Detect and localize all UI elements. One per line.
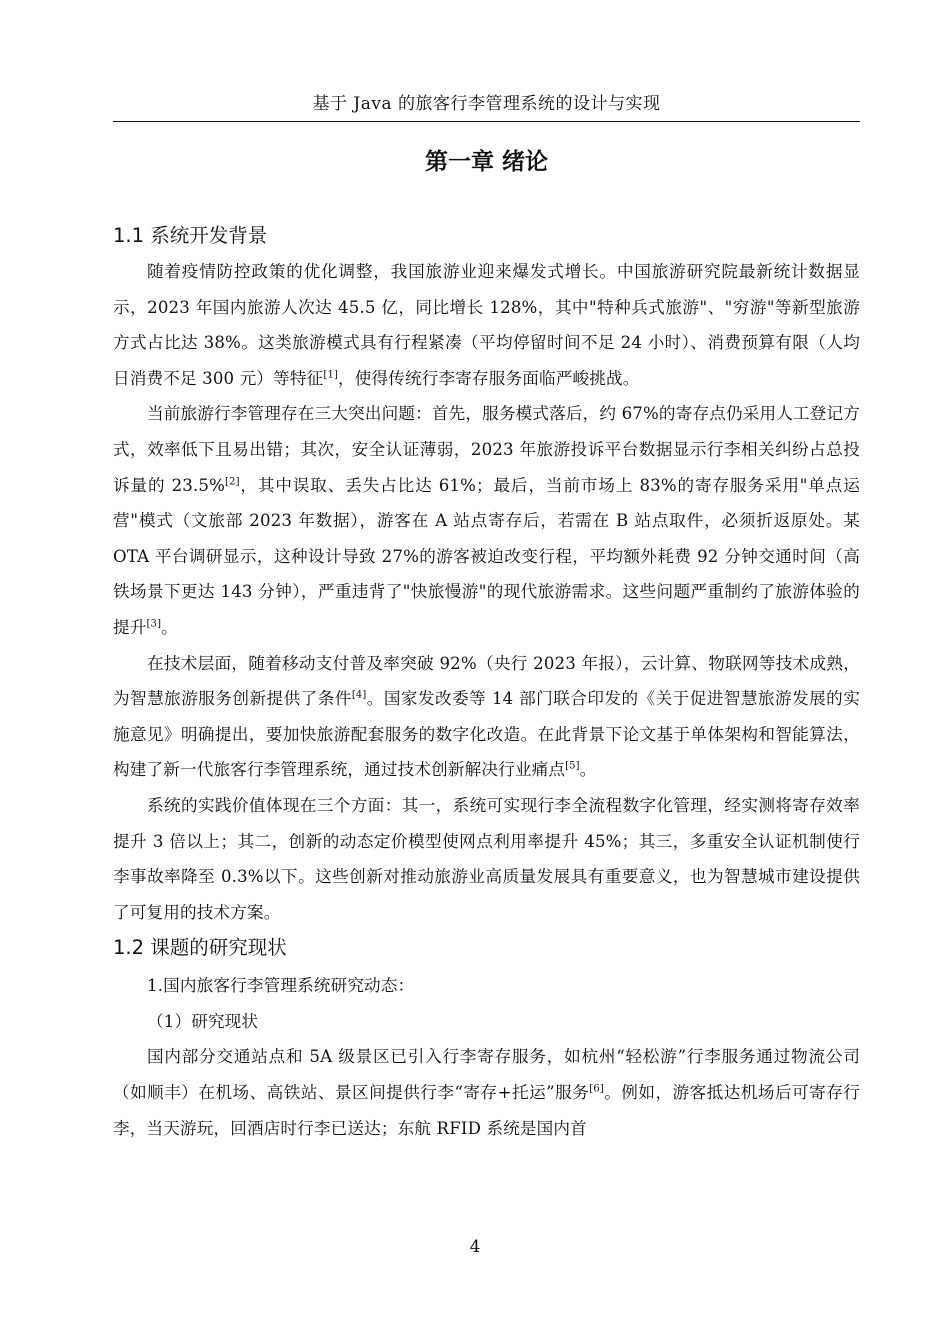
citation-ref: [1] <box>323 369 339 381</box>
section-heading-1-2: 1.2 课题的研究现状 <box>113 936 287 960</box>
paragraph: 当前旅游行李管理存在三大突出问题：首先，服务模式落后，约 67%的寄存点仍采用人工登记方式，效率低下且易出错；其次，安全认证薄弱，2023 年旅游投诉平台数据显示行李相关纠纷占总投诉量的 23.5%[2]，其中误取、丢失占比达 61%；最后，当前市场上 83%的寄存服务采用"单点运营"模式（文旅部 2023 年数据），游客在 A 站点寄存后，若需在 B 站点取件，必须折返原处。某 OTA 平台调研显示，这种设计导致 27%的游客被迫改变行程，平均额外耗费 92 分钟交通时间（高铁场景下更达 143 分钟），严重违背了"快旅慢游"的现代旅游需求。这些问题严重制约了旅游体验的提升[3]。 <box>113 404 860 637</box>
paragraph: （1）研究现状 <box>147 1011 259 1031</box>
body-text <box>113 220 860 1146</box>
paragraph: 1.国内旅客行李管理系统研究动态： <box>147 976 415 996</box>
citation-ref: [6] <box>589 1083 604 1095</box>
citation-ref: [2] <box>225 476 240 488</box>
paragraph: 随着疫情防控政策的优化调整，我国旅游业迎来爆发式增长。中国旅游研究院最新统计数据显示，2023 年国内旅游人次达 45.5 亿，同比增长 128%，其中"特种兵式旅游"、"穷游"等新型旅游方式占比达 38%。这类旅游模式具有行程紧凑（平均停留时间不足 24 小时）、消费预算有限（人均日消费不足 300 元）等特征[1]，使得传统行李寄存服务面临严峻挑战。 <box>113 262 860 388</box>
header-rule <box>113 121 860 122</box>
citation-ref: [4] <box>351 689 367 701</box>
paragraph: 在技术层面，随着移动支付普及率突破 92%（央行 2023 年报），云计算、物联网等技术成熟，为智慧旅游服务创新提供了条件[4]。国家发改委等 14 部门联合印发的《关于促进智慧旅游发展的实施意见》明确提出，要加快旅游配套服务的数字化改造。在此背景下论文基于单体架构和智能算法，构建了新一代旅客行李管理系统，通过技术创新解决行业痛点[5]。 <box>113 653 860 780</box>
page-number: 4 <box>469 1237 481 1257</box>
chapter-title: 第一章 绪论 <box>424 149 548 175</box>
running-header: 基于 Java 的旅客行李管理系统的设计与实现 <box>312 94 661 114</box>
paragraph: 国内部分交通站点和 5A 级景区已引入行李寄存服务，如杭州“轻松游”行李服务通过物流公司（如顺丰）在机场、高铁站、景区间提供行李“寄存+托运”服务[6]。例如，游客抵达机场后可寄存行李，当天游玩，回酒店时行李已送达；东航 RFID 系统是国内首 <box>113 1047 861 1138</box>
paragraph: 系统的实践价值体现在三个方面：其一，系统可实现行李全流程数字化管理，经实测将寄存效率提升 3 倍以上；其二，创新的动态定价模型使网点利用率提升 45%；其三，多重安全认证机制使行李事故率降至 0.3%以下。这些创新对推动旅游业高质量发展具有重要意义，也为智慧城市建设提供了可复用的技术方案。 <box>113 795 860 922</box>
citation-ref: [3] <box>146 618 162 630</box>
section-heading-1-1: 1.1 系统开发背景 <box>113 224 268 247</box>
citation-ref: [5] <box>565 760 580 772</box>
